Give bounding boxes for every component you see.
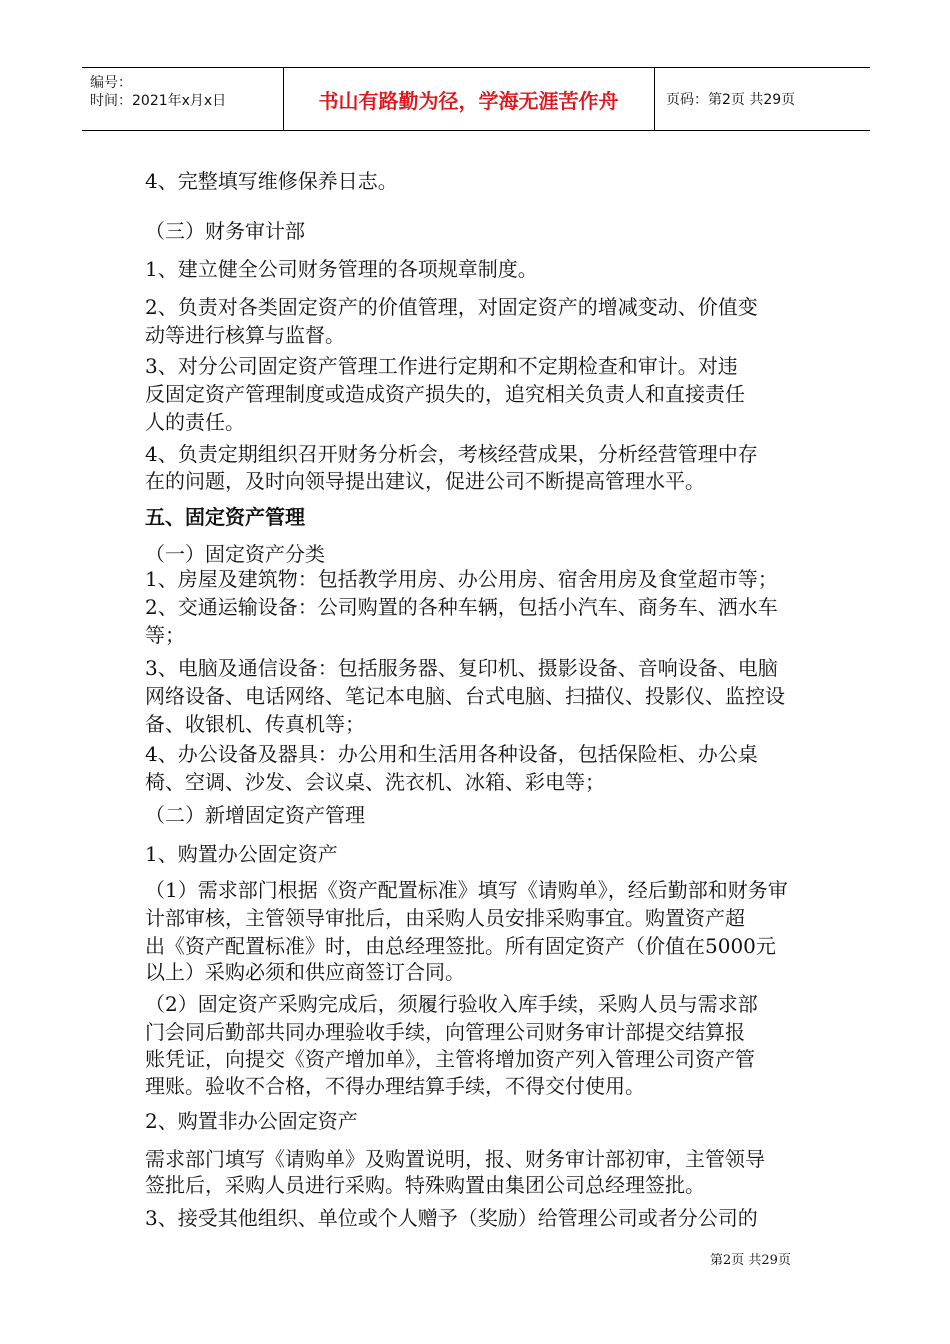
header-motto: 书山有路勤为径，学海无涯苦作舟 <box>283 68 655 130</box>
paragraph-line: 3、对分公司固定资产管理工作进行定期和不定期检查和审计。对违 <box>145 354 738 378</box>
paragraph-line: 等； <box>145 623 185 647</box>
header-page-number: 页码：第2页 共29页 <box>666 92 796 108</box>
page-header <box>82 67 870 131</box>
document-number: 编号： <box>90 75 132 91</box>
paragraph-line: 备、收银机、传真机等； <box>145 712 365 736</box>
paragraph-line: 出《资产配置标准》时，由总经理签批。所有固定资产（价值在5000元 <box>145 934 776 958</box>
paragraph-line: 动等进行核算与监督。 <box>145 323 345 347</box>
paragraph-line: 4、完整填写维修保养日志。 <box>145 169 398 193</box>
paragraph-line: 1、房屋及建筑物：包括教学用房、办公用房、宿舍用房及食堂超市等； <box>145 567 778 591</box>
paragraph-line: 1、购置办公固定资产 <box>145 842 338 866</box>
paragraph-line: 2、购置非办公固定资产 <box>145 1109 358 1133</box>
paragraph-line: 需求部门填写《请购单》及购置说明，报、财务审计部初审，主管领导 <box>145 1147 765 1171</box>
page-footer: 第2页 共29页 <box>710 1253 791 1268</box>
paragraph-line: 2、负责对各类固定资产的价值管理，对固定资产的增减变动、价值变 <box>145 295 758 319</box>
paragraph-line: （2）固定资产采购完成后，须履行验收入库手续，采购人员与需求部 <box>145 992 758 1016</box>
section-subheading: （三）财务审计部 <box>145 219 305 243</box>
header-info-cell <box>82 68 284 130</box>
paragraph-line: 1、建立健全公司财务管理的各项规章制度。 <box>145 257 538 281</box>
paragraph-line: 2、交通运输设备：公司购置的各种车辆，包括小汽车、商务车、洒水车 <box>145 595 778 619</box>
paragraph-line: 账凭证，向提交《资产增加单》，主管将增加资产列入管理公司资产管 <box>145 1047 755 1071</box>
paragraph-line: 人的责任。 <box>145 410 245 434</box>
document-date: 时间：2021年x月x日 <box>90 93 227 109</box>
paragraph-line: （1）需求部门根据《资产配置标准》填写《请购单》，经后勤部和财务审 <box>145 878 788 902</box>
paragraph-line: 3、接受其他组织、单位或个人赠予（奖励）给管理公司或者分公司的 <box>145 1206 758 1230</box>
paragraph-line: 网络设备、电话网络、笔记本电脑、台式电脑、扫描仪、投影仪、监控设 <box>145 684 785 708</box>
section-heading: 五、固定资产管理 <box>145 505 305 529</box>
paragraph-line: 签批后，采购人员进行采购。特殊购置由集团公司总经理签批。 <box>145 1173 705 1197</box>
paragraph-line: 理账。验收不合格，不得办理结算手续，不得交付使用。 <box>145 1074 645 1098</box>
paragraph-line: 椅、空调、沙发、会议桌、洗衣机、冰箱、彩电等； <box>145 770 605 794</box>
paragraph-line: 计部审核，主管领导审批后，由采购人员安排采购事宜。购置资产超 <box>145 906 745 930</box>
section-subheading: （二）新增固定资产管理 <box>145 803 365 827</box>
paragraph-line: 4、负责定期组织召开财务分析会，考核经营成果，分析经营管理中存 <box>145 442 758 466</box>
paragraph-line: 在的问题，及时向领导提出建议，促进公司不断提高管理水平。 <box>145 469 705 493</box>
paragraph-line: 3、电脑及通信设备：包括服务器、复印机、摄影设备、音响设备、电脑 <box>145 656 778 680</box>
section-subheading: （一）固定资产分类 <box>145 542 325 566</box>
paragraph-line: 4、办公设备及器具：办公用和生活用各种设备，包括保险柜、办公桌 <box>145 742 758 766</box>
paragraph-line: 反固定资产管理制度或造成资产损失的，追究相关负责人和直接责任 <box>145 382 745 406</box>
paragraph-line: 门会同后勤部共同办理验收手续，向管理公司财务审计部提交结算报 <box>145 1020 745 1044</box>
paragraph-line: 以上）采购必须和供应商签订合同。 <box>145 960 465 984</box>
